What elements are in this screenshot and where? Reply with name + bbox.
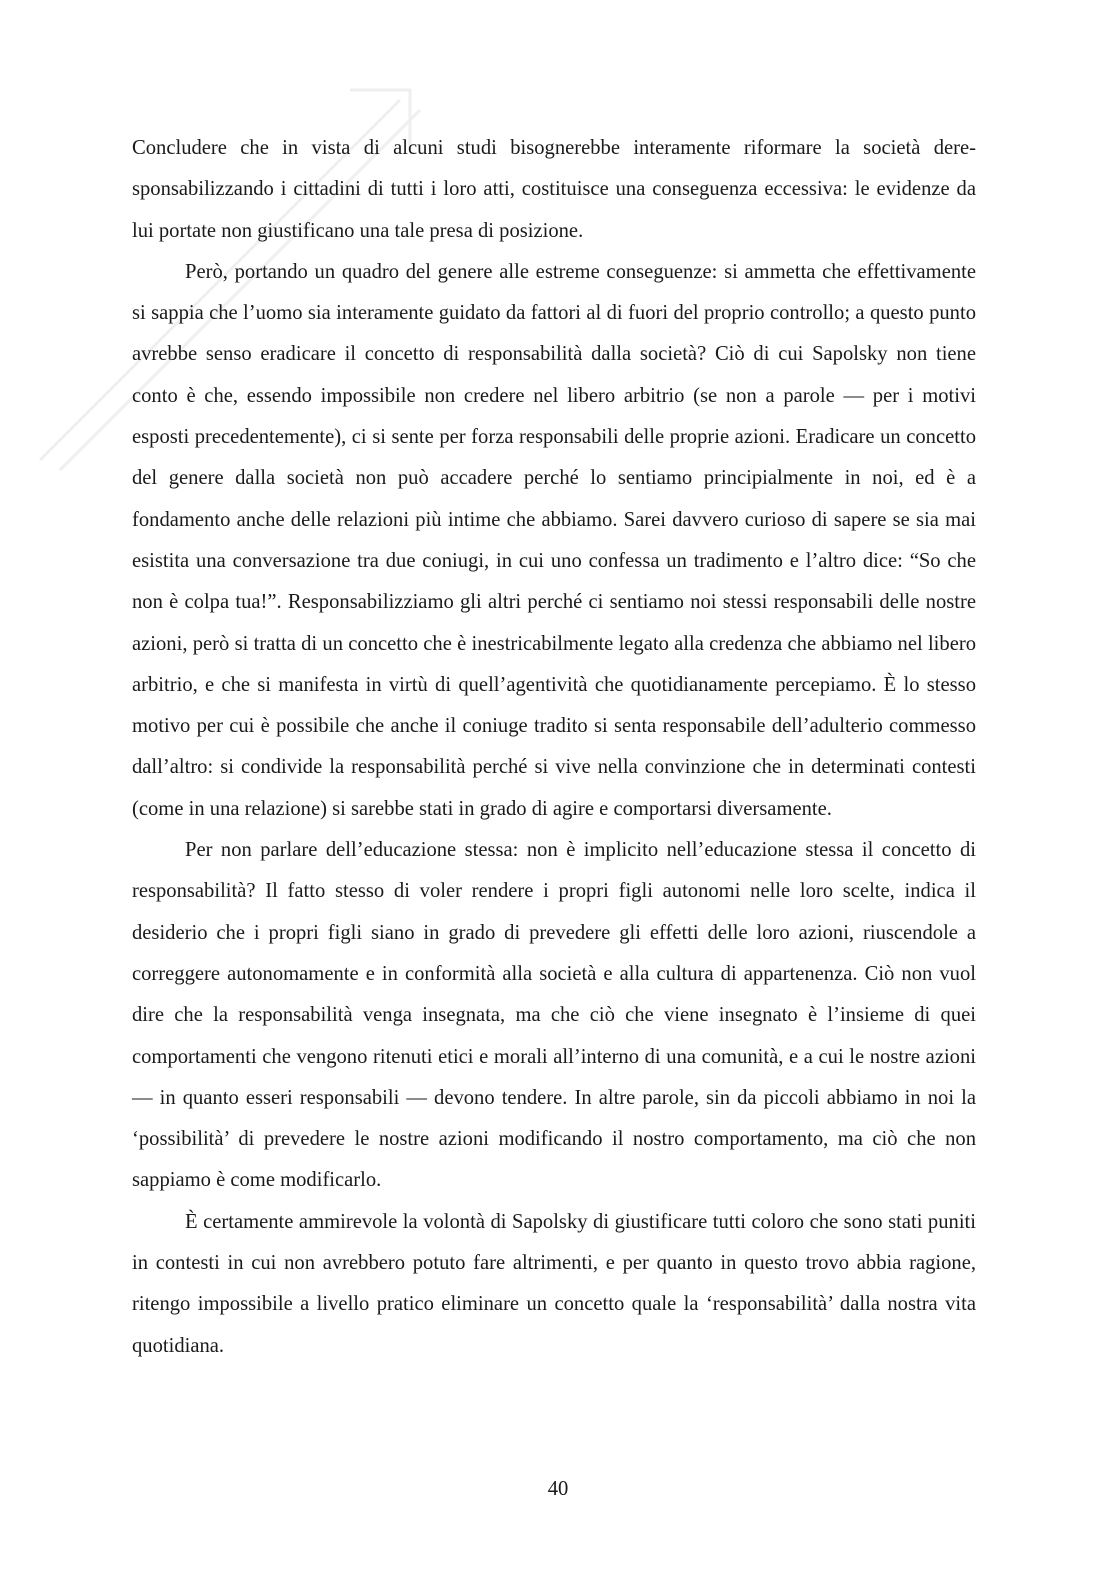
paragraph-3: Per non parlare dell’educazione stessa: non è implicito nell’educazione stessa il concetto di responsabilità? Il fatto stesso di voler rendere i propri figli autonomi nelle loro scelte, indica il desiderio che i propri figli siano in grado di prevedere gli effetti delle loro azioni, riuscendole a correggere autonomamente e in conformità alla società e alla cultura di appartenenza. Ciò non vuol dire che la responsabilità venga insegnata, ma che ciò che viene insegnato è l’insieme di quei comportamenti che vengono ritenuti etici e morali all’interno di una comunità, e a cui le nostre azioni — in quanto esseri responsabili — devono tendere. In altre parole, sin da piccoli abbiamo in noi la ‘possibilità’ di prevedere le nostre azioni modificando il nostro comportamento, ma ciò che non sappiamo è come modificarlo.	[132, 839, 976, 1192]
page-number: 40	[547, 1478, 569, 1500]
paragraph-2: Però, portando un quadro del genere alle estreme conseguenze: si ammetta che effettivamente si sappia che l’uomo sia interamente guidato da fattori al di fuori del proprio controllo; a questo punto avrebbe senso eradicare il concetto di responsabilità dalla società? Ciò di cui Sapolsky non tiene conto è che, essendo impossibile non credere nel libero arbitrio (se non a parole — per i motivi esposti precedentemente), ci si sente per forza responsabili delle proprie azioni. Eradicare un concetto del genere dalla società non può accadere perché lo sentiamo principialmente in noi, ed è a fondamento anche delle relazioni più intime che abbiamo. Sarei davvero curioso di sapere se sia mai esistita una conversazione tra due coniugi, in cui uno confessa un tradimento e l’altro dice: “So che non è colpa tua!”. Responsabilizziamo gli altri perché ci sentiamo noi stessi responsabili delle nostre azioni, però si tratta di un concetto che è inestricabilmente legato alla credenza che abbiamo nel libero arbitrio, e che si manifesta in virtù di quell’agentività che quotidianamente percepiamo. È lo stesso motivo per cui è possibile che anche il coniuge tradito si senta responsabile dell’adulterio commesso dall’altro: si condivide la responsabilità perché si vive nella convinzione che in determinati contesti (come in una relazione) si sarebbe stati in grado di agire e comportarsi diversamente.	[132, 260, 976, 820]
body-text	[132, 128, 976, 1367]
paragraph-1: Concludere che in vista di alcuni studi bisognerebbe interamente riformare la società deresponsabilizzando i cittadini di tutti i loro atti, costituisce una conseguenza eccessiva: le evidenze da lui portate non giustificano una tale presa di posizione.	[132, 137, 976, 242]
paragraph-4: È certamente ammirevole la volontà di Sapolsky di giustificare tutti coloro che sono stati puniti in contesti in cui non avrebbero potuto fare altrimenti, e per quanto in questo trovo abbia ragione, ritengo impossibile a livello pratico eliminare un concetto quale la ‘responsabilità’ dalla nostra vita quotidiana.	[132, 1210, 976, 1357]
